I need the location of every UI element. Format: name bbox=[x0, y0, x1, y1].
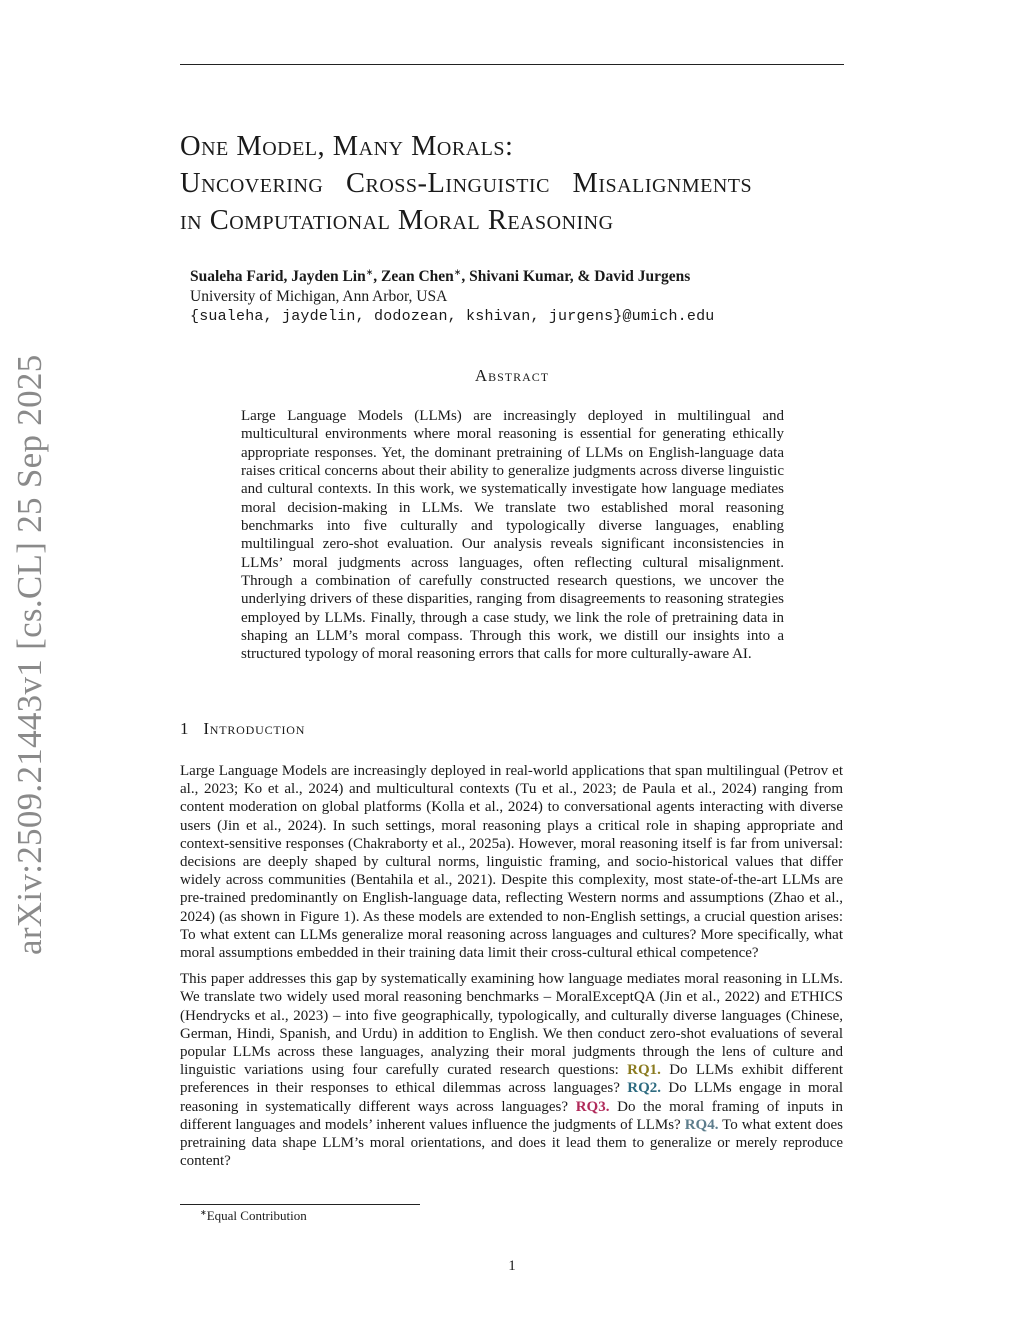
footnote-rule bbox=[180, 1204, 420, 1205]
rq4-text: To what extent does pretraining data shape LLM’s moral orientations, and does it lead them to generalize or merely reproduce content? bbox=[180, 1116, 843, 1170]
rq2-text: Do LLMs engage in moral reasoning in systematically different ways across languages? bbox=[180, 1080, 843, 1115]
intro-paragraph-1: Large Language Models are increasingly deployed in real-world applications that span multilingual (Petrov et al., 2023; Ko et al., 2024) and multicultural contexts (Tu et al., 2023; de Paula et al., 2024) ranging from content moderation on global platforms (Kolla et al., 2024) to conversational agents interacting with diverse users (Jin et al., 2024). In such settings, moral reasoning plays a critical role in shaping appropriate and context-sensitive responses (Chakraborty et al., 2025a). However, moral reasoning itself is far from universal: decisions are deeply shaped by cultural norms, linguistic framing, and socio-historical values that differ widely across communities (Bentahila et al., 2021). Despite this complexity, most state-of-the-art LLMs are pre-trained predominantly on English-language data, reflecting Western norms and assumptions (Zhao et al., 2024) (as shown in Figure 1). As these models are extended to non-English settings, a crucial question arises: To what extent can LLMs generalize moral reasoning across languages and cultures? More specifically, what moral assumptions embedded in their training data limit their cross-cultural ethical competence? bbox=[180, 763, 843, 962]
section-number: 1 bbox=[180, 719, 190, 738]
equal-contribution-mark: ∗ bbox=[365, 267, 374, 277]
intro-paragraph-2-text: This paper addresses this gap by systematically examining how language mediates moral reasoning in LLMs. We translate two widely used moral reasoning benchmarks – MoralExceptQA (Jin et al., 2022) and ETHICS (Hendrycks et al., 2023) – into five geographically, typologically, and culturally diverse languages (Chinese, German, Hindi, Spanish, and Urdu) in addition to English. We then conduct zero-shot evaluations of several popular LLMs across these languages, analyzing their moral judgments through the lens of culture and linguistic variations using four carefully curated research questions: bbox=[180, 971, 843, 1079]
rq2-label: RQ2. bbox=[627, 1080, 662, 1097]
footnote-mark: ∗ bbox=[200, 1208, 207, 1217]
rq3-text: Do the moral framing of inputs in different languages and models’ inherent values influence the judgments of LLMs? bbox=[180, 1098, 844, 1133]
paper-title bbox=[180, 128, 880, 239]
page-number: 1 bbox=[508, 1258, 516, 1274]
header-rule bbox=[180, 64, 844, 65]
rq4-label: RQ4. bbox=[684, 1116, 719, 1133]
author-names bbox=[190, 262, 850, 287]
abstract-heading: Abstract bbox=[474, 366, 550, 385]
introduction-body bbox=[180, 762, 843, 1170]
arxiv-identifier-stamp: arXiv:2509.21443v1 [cs.CL] 25 Sep 2025 bbox=[10, 354, 49, 955]
title-line-1: One Model, Many Morals: bbox=[180, 131, 514, 162]
title-line-3: in Computational Moral Reasoning bbox=[180, 205, 614, 236]
section-title: Introduction bbox=[203, 719, 306, 738]
equal-contribution-mark: ∗ bbox=[453, 267, 462, 277]
footnote bbox=[200, 1208, 307, 1224]
author-emails: {sualeha, jaydelin, dodozean, kshivan, jurgens}@umich.edu bbox=[190, 308, 715, 325]
rq3-label: RQ3. bbox=[575, 1098, 610, 1115]
intro-paragraph-2 bbox=[180, 970, 843, 1170]
rq1-label: RQ1. bbox=[627, 1062, 661, 1079]
rq1-text: Do LLMs exhibit different preferences in their responses to ethical dilemmas across languages? bbox=[180, 1062, 843, 1097]
affiliation: University of Michigan, Ann Arbor, USA bbox=[190, 288, 448, 305]
author-names-part2: , Zean Chen bbox=[373, 268, 454, 285]
author-names-part1: Sualeha Farid, Jayden Lin bbox=[190, 268, 366, 285]
author-block bbox=[190, 262, 850, 327]
title-line-2: Uncovering Cross-Linguistic Misalignments bbox=[180, 168, 753, 199]
footnote-text: Equal Contribution bbox=[206, 1208, 307, 1223]
section-heading-introduction bbox=[180, 719, 305, 739]
author-names-part3: , Shivani Kumar, & David Jurgens bbox=[461, 268, 691, 285]
abstract-text: Large Language Models (LLMs) are increasingly deployed in multilingual and multicultural environments where moral reasoning is essential for generating ethically appropriate responses. Yet, the dominant pretraining of LLMs on English-language data raises critical concerns about their ability to generalize judgments across diverse linguistic and cultural contexts. In this work, we systematically investigate how language mediates moral decision-making in LLMs. We translate two established moral reasoning benchmarks into five culturally and typologically diverse languages, enabling multilingual zero-shot evaluation. Our analysis reveals significant inconsistencies in LLMs’ moral judgments across languages, often reflecting cultural misalignment. Through a combination of carefully constructed research questions, we uncover the underlying drivers of these disparities, ranging from disagreements to reasoning strategies employed by LLMs. Finally, through a case study, we link the role of pretraining data in shaping an LLM’s moral compass. Through this work, we distill our insights into a structured typology of moral reasoning errors that calls for more culturally-aware AI. bbox=[241, 408, 784, 663]
